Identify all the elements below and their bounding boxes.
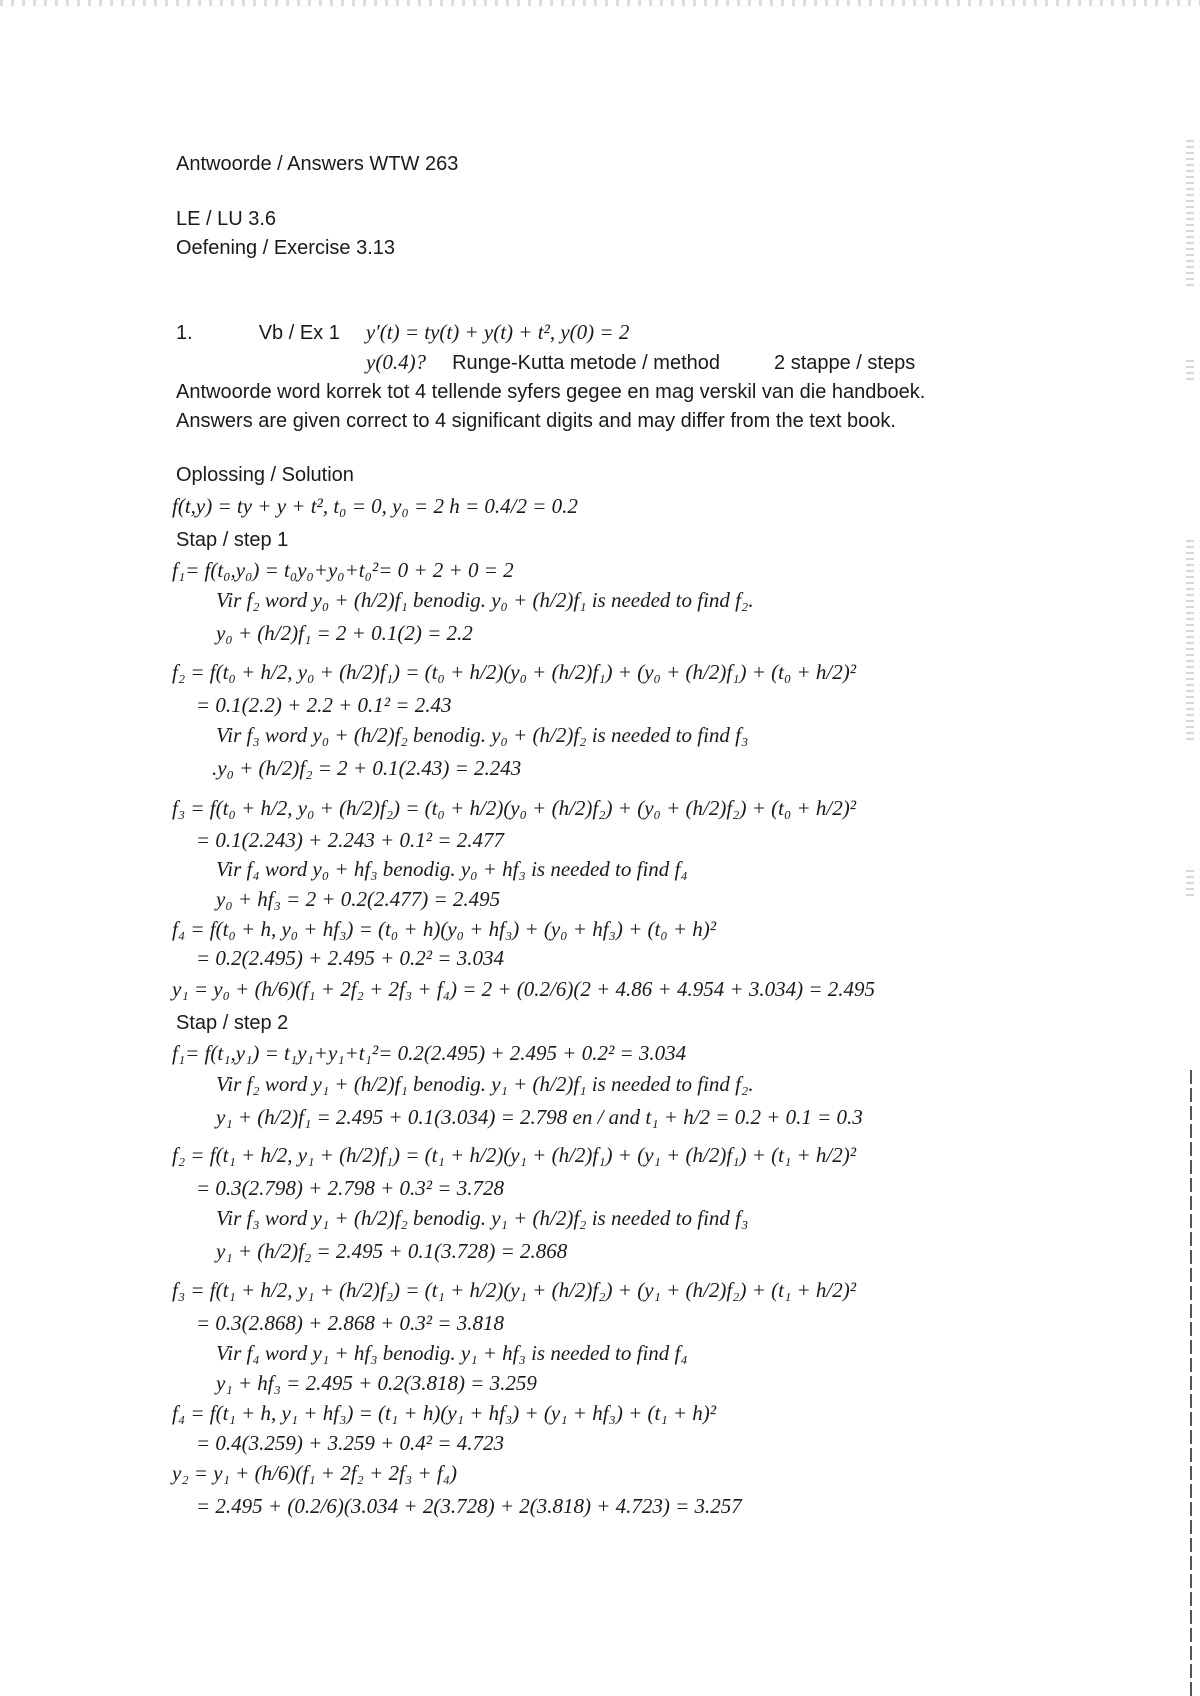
- step1-line: f₃ = f(t₀ + h/2, y₀ + (h/2)f₂) = (t₀ + h/2)(y₀ + (h/2)f₂) + (y₀ + (h/2)f₂) + (t₀ + h/2)²: [172, 796, 857, 820]
- note-afrikaans: Antwoorde word korrek tot 4 tellende syfers gegee en mag verskil van die handboek.: [176, 381, 926, 403]
- step2-line: Vir f₂ word y₁ + (h/2)f₁ benodig. y₁ + (h/2)f₁ is needed to find f₂.: [216, 1072, 754, 1096]
- step1-line: y₁ = y₀ + (h/6)(f₁ + 2f₂ + 2f₃ + f₄) = 2 + (0.2/6)(2 + 4.86 + 4.954 + 3.034) = 2.495: [172, 977, 876, 1001]
- step1-line: f₂ = f(t₀ + h/2, y₀ + (h/2)f₁) = (t₀ + h/2)(y₀ + (h/2)f₁) + (y₀ + (h/2)f₁) + (t₀ + h/2)²: [172, 660, 857, 684]
- scan-noise-right-edge: [1186, 0, 1196, 1696]
- step2-line: f₁= f(t₁,y₁) = t₁y₁+y₁+t₁²= 0.2(2.495) + 2.495 + 0.2² = 3.034: [172, 1041, 687, 1065]
- step2-line: = 2.495 + (0.2/6)(3.034 + 2(3.728) + 2(3.818) + 4.723) = 3.257: [196, 1494, 742, 1518]
- step1-line: = 0.1(2.2) + 2.2 + 0.1² = 2.43: [196, 693, 452, 717]
- step1-heading: Stap / step 1: [176, 529, 289, 551]
- step1-line: Vir f₄ word y₀ + hf₃ benodig. y₀ + hf₃ is needed to find f₄: [216, 857, 688, 881]
- solution-heading: Oplossing / Solution: [176, 464, 354, 486]
- step2-line: f₃ = f(t₁ + h/2, y₁ + (h/2)f₂) = (t₁ + h/2)(y₁ + (h/2)f₂) + (y₁ + (h/2)f₂) + (t₁ + h/2)²: [172, 1278, 857, 1302]
- step2-line: f₂ = f(t₁ + h/2, y₁ + (h/2)f₁) = (t₁ + h/2)(y₁ + (h/2)f₁) + (y₁ + (h/2)f₁) + (t₁ + h/2)²: [172, 1143, 857, 1167]
- steps-label: 2 stappe / steps: [774, 352, 916, 374]
- problem-statement-line: [176, 320, 629, 345]
- step2-line: y₁ + (h/2)f₂ = 2.495 + 0.1(3.728) = 2.868: [216, 1239, 568, 1263]
- exercise-title: Oefening / Exercise 3.13: [176, 237, 396, 259]
- step2-line: f₄ = f(t₁ + h, y₁ + hf₃) = (t₁ + h)(y₁ + hf₃) + (y₁ + hf₃) + (t₁ + h)²: [172, 1401, 717, 1425]
- example-label: Vb / Ex 1: [258, 322, 340, 344]
- step2-line: = 0.3(2.798) + 2.798 + 0.3² = 3.728: [196, 1176, 504, 1200]
- step2-line: = 0.3(2.868) + 2.868 + 0.3² = 3.818: [196, 1311, 504, 1335]
- step1-line: = 0.1(2.243) + 2.243 + 0.1² = 2.477: [196, 828, 504, 852]
- step1-line: y₀ + hf₃ = 2 + 0.2(2.477) = 2.495: [216, 887, 501, 911]
- step1-line: Vir f₃ word y₀ + (h/2)f₂ benodig. y₀ + (h/2)f₂ is needed to find f₃: [216, 723, 749, 747]
- step1-line: = 0.2(2.495) + 2.495 + 0.2² = 3.034: [196, 946, 504, 970]
- solution-setup: f(t,y) = ty + y + t², t₀ = 0, y₀ = 2 h = 0.4/2 = 0.2: [172, 494, 578, 518]
- step1-line: f₁= f(t₀,y₀) = t₀y₀+y₀+t₀²= 0 + 2 + 0 = 2: [172, 558, 514, 582]
- target-value: y(0.4)?: [366, 350, 427, 374]
- step1-line: Vir f₂ word y₀ + (h/2)f₁ benodig. y₀ + (h/2)f₁ is needed to find f₂.: [216, 588, 754, 612]
- step1-line: y₀ + (h/2)f₁ = 2 + 0.1(2) = 2.2: [216, 621, 473, 645]
- problem-number: 1.: [176, 322, 193, 344]
- step2-line: Vir f₄ word y₁ + hf₃ benodig. y₁ + hf₃ is needed to find f₄: [216, 1341, 688, 1365]
- step2-line: y₂ = y₁ + (h/6)(f₁ + 2f₂ + 2f₃ + f₄): [172, 1461, 457, 1485]
- learning-unit: LE / LU 3.6: [176, 208, 277, 230]
- scan-noise-top: [0, 0, 1200, 6]
- step2-heading: Stap / step 2: [176, 1012, 289, 1034]
- course-title: Antwoorde / Answers WTW 263: [176, 153, 459, 175]
- step2-line: y₁ + (h/2)f₁ = 2.495 + 0.1(3.034) = 2.798 en / and t₁ + h/2 = 0.2 + 0.1 = 0.3: [216, 1105, 863, 1129]
- step2-line: Vir f₃ word y₁ + (h/2)f₂ benodig. y₁ + (h/2)f₂ is needed to find f₃: [216, 1206, 749, 1230]
- step2-line: = 0.4(3.259) + 3.259 + 0.4² = 4.723: [196, 1431, 504, 1455]
- step2-line: y₁ + hf₃ = 2.495 + 0.2(3.818) = 3.259: [216, 1371, 537, 1395]
- step1-line: f₄ = f(t₀ + h, y₀ + hf₃) = (t₀ + h)(y₀ + hf₃) + (y₀ + hf₃) + (t₀ + h)²: [172, 917, 717, 941]
- note-english: Answers are given correct to 4 significant digits and may differ from the text book.: [176, 410, 896, 432]
- problem-task-line: [366, 350, 915, 375]
- step1-line: .y₀ + (h/2)f₂ = 2 + 0.1(2.43) = 2.243: [212, 756, 522, 780]
- method-label: Runge-Kutta metode / method: [452, 352, 721, 374]
- ode-equation: y′(t) = ty(t) + y(t) + t², y(0) = 2: [365, 320, 630, 344]
